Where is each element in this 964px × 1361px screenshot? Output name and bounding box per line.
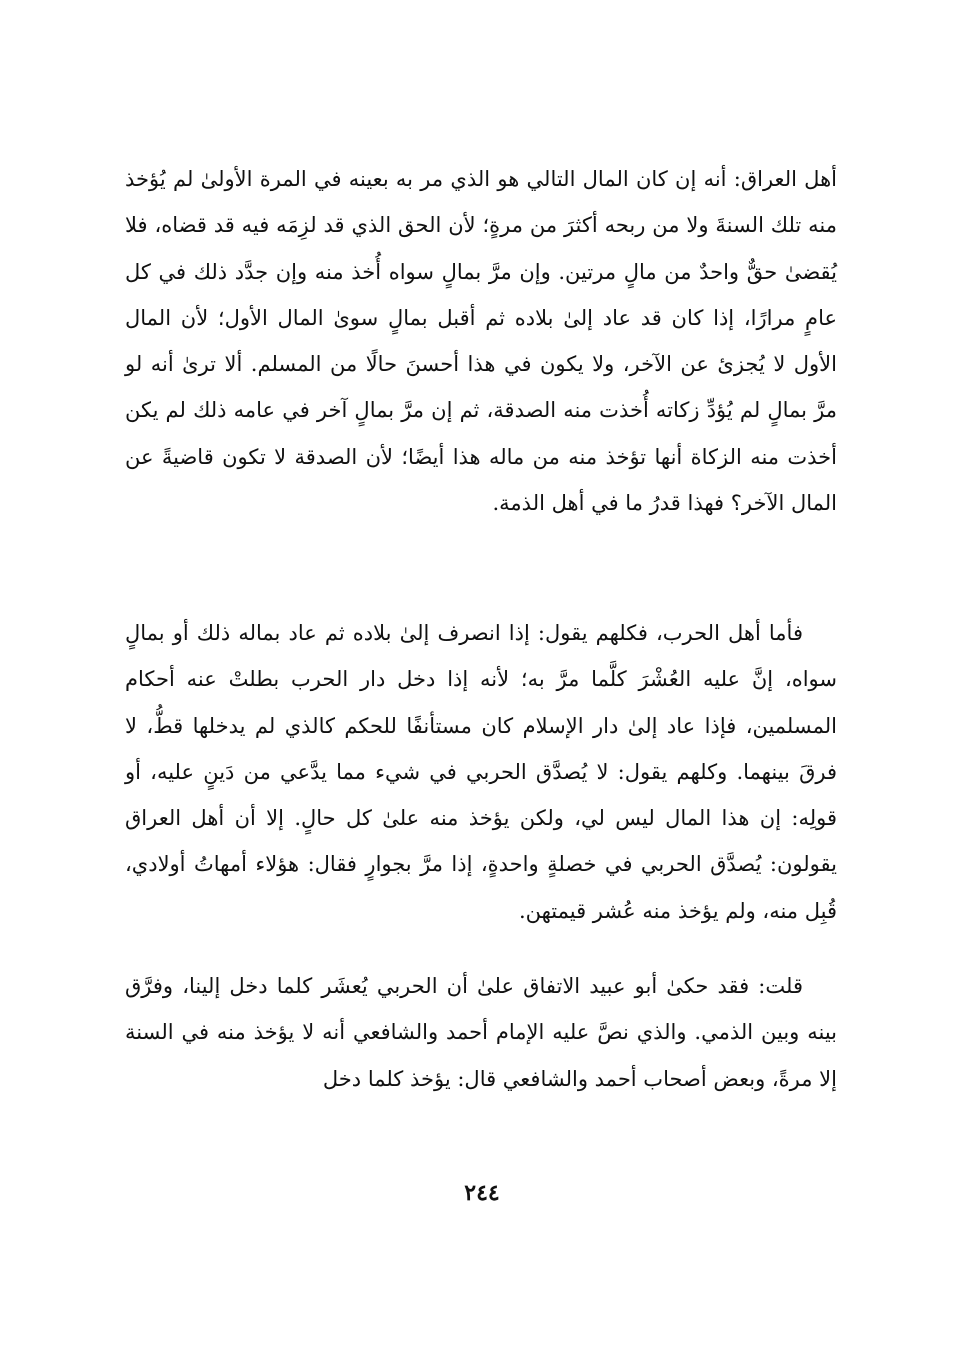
paragraph-text: أهل العراق: أنه إن كان المال التالي هو الذي مر به بعينه في المرة الأولىٰ لم يُؤخذ منه تلك السنةَ ولا من ربحه أكثرَ من مرةٍ؛ لأن الحق الذي قد لزِمَه فيه قد قضاه، فلا يُقضىٰ حقٌّ واحدٌ من مالٍ مرتين. وإن مرَّ بمالٍ سواه أُخذ منه وإن جدَّد ذلك في كل عامٍ مرارًا، إذا كان قد عاد إلىٰ بلاده ثم أقبل بمالٍ سوىٰ المال الأول؛ لأن المال الأول لا يُجزئ عن الآخر، ولا يكون في هذا أحسنَ حالًا من المسلم. ألا ترىٰ أنه لو مرَّ بمالٍ لم يُؤدِّ زكاته أُخذت منه الصدقة، ثم إن مرَّ بمالٍ آخر في عامه ذلك لم يكن أخذت منه الزكاة أنها تؤخذ منه من ماله هذا أيضًا؛ لأن الصدقة لا تكون قاضيةً عن المال الآخر؟ فهذا قدرُ ما في أهل الذمة. <box>125 167 837 516</box>
paragraph-text: قلت: فقد حكىٰ أبو عبيد الاتفاق علىٰ أن الحربي يُعشَر كلما دخل إلينا، وفرَّق بينه وبين الذمي. والذي نصَّ عليه الإمام أحمد والشافعي أنه لا يؤخذ منه في السنة إلا مرةً، وبعض أصحاب أحمد والشافعي قال: يؤخذ كلما دخل <box>125 974 837 1091</box>
paragraph-ahl-alharb <box>125 610 837 934</box>
paragraph-ahl-aliraq <box>125 156 837 526</box>
page-number: ٢٤٤ <box>464 1180 500 1206</box>
paragraph-text: فأما أهل الحرب، فكلهم يقول: إذا انصرف إلىٰ بلاده ثم عاد بماله ذلك أو بمالٍ سواه، إنَّ عليه العُشْرَ كلَّما مرَّ به؛ لأنه إذا دخل دار الحرب بطلتْ عنه أحكام المسلمين، فإذا عاد إلىٰ دار الإسلام كان مستأنفًا للحكم كالذي لم يدخلها قطُّ، لا فرقَ بينهما. وكلهم يقول: لا يُصدَّق الحربي في شيء مما يدَّعي من دَينٍ عليه، أو قولِه: إن هذا المال ليس لي، ولكن يؤخذ منه علىٰ كل حالٍ. إلا أن أهل العراق يقولون: يُصدَّق الحربي في خصلةٍ واحدةٍ، إذا مرَّ بجوارٍ فقال: هؤلاء أمهاتُ أولادي، قُبِل منه، ولم يؤخذ منه عُشر قيمتهن. <box>125 621 837 923</box>
paragraph-qultu <box>125 963 837 1102</box>
